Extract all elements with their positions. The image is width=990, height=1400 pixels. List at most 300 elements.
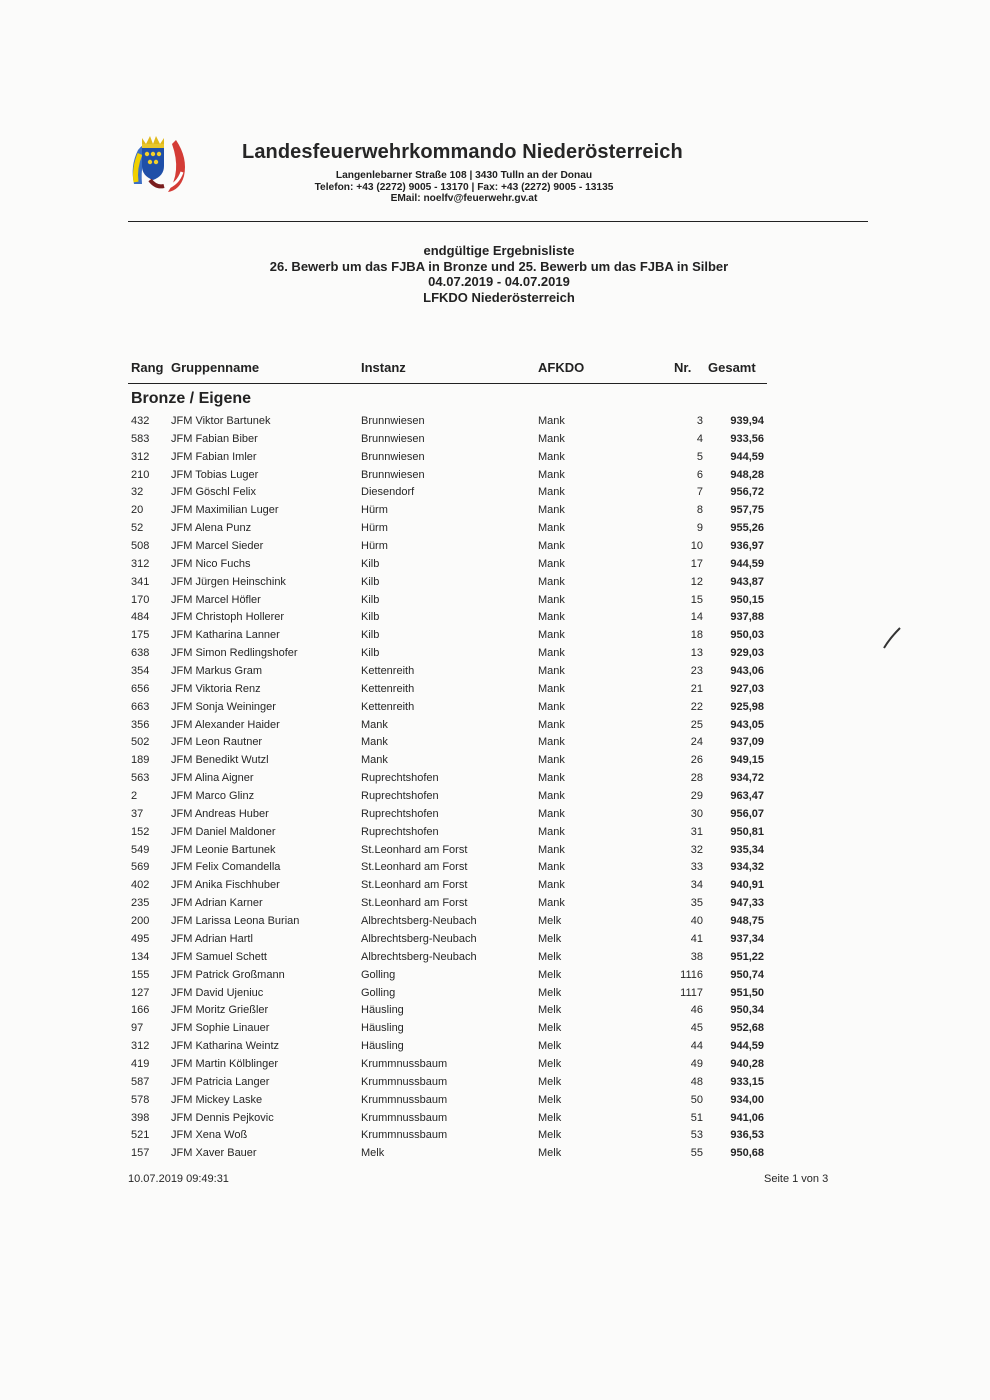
cell-gesamt: 944,59 (730, 1040, 764, 1053)
cell-nr: 26 (690, 754, 703, 767)
cell-gruppenname: JFM Adrian Hartl (171, 932, 253, 945)
cell-gesamt: 956,72 (730, 486, 764, 499)
column-header-gruppenname: Gruppenname (171, 360, 260, 375)
cell-rang: 583 (131, 432, 150, 445)
cell-gesamt: 937,88 (730, 611, 764, 624)
cell-gesamt: 933,15 (730, 1075, 764, 1088)
organization-title: Landesfeuerwehrkommando Niederösterreich (242, 141, 683, 163)
cell-rang: 200 (131, 915, 150, 928)
table-row (0, 449, 990, 467)
cell-nr: 14 (690, 611, 703, 624)
cell-afkdo: Mank (538, 557, 565, 570)
cell-nr: 40 (690, 915, 703, 928)
list-title: endgültige Ergebnisliste (423, 243, 575, 258)
cell-gesamt: 948,75 (730, 915, 764, 928)
cell-rang: 578 (131, 1093, 150, 1106)
cell-rang: 189 (131, 754, 150, 767)
cell-instanz: Brunnwiesen (361, 432, 425, 445)
table-row (0, 931, 990, 949)
table-row (0, 985, 990, 1003)
cell-gruppenname: JFM Alexander Haider (171, 718, 280, 731)
cell-rang: 157 (131, 1147, 150, 1160)
cell-nr: 51 (690, 1111, 703, 1124)
column-header-afkdo: AFKDO (538, 360, 585, 375)
cell-gesamt: 927,03 (730, 682, 764, 695)
cell-rang: 152 (131, 825, 150, 838)
cell-afkdo: Melk (538, 932, 562, 945)
cell-instanz: Brunnwiesen (361, 468, 425, 481)
cell-afkdo: Mank (538, 754, 565, 767)
table-row (0, 1145, 990, 1163)
cell-afkdo: Melk (538, 1129, 562, 1142)
cell-nr: 21 (690, 682, 703, 695)
cell-instanz: Krummnussbaum (361, 1093, 448, 1106)
table-row (0, 806, 990, 824)
cell-gesamt: 950,03 (730, 629, 764, 642)
cell-gruppenname: JFM Tobias Luger (171, 468, 259, 481)
cell-afkdo: Mank (538, 504, 565, 517)
table-row (0, 681, 990, 699)
table-row (0, 1002, 990, 1020)
cell-nr: 49 (690, 1057, 703, 1070)
table-row (0, 609, 990, 627)
cell-instanz: Krummnussbaum (361, 1129, 448, 1142)
cell-rang: 341 (131, 575, 150, 588)
table-row (0, 770, 990, 788)
table-row (0, 895, 990, 913)
cell-gruppenname: JFM Benedikt Wutzl (171, 754, 269, 767)
cell-instanz: St.Leonhard am Forst (361, 879, 468, 892)
cell-gruppenname: JFM Leon Rautner (171, 736, 263, 749)
cell-gruppenname: JFM Daniel Maldoner (171, 825, 276, 838)
header-divider (128, 221, 868, 222)
cell-instanz: Kettenreith (361, 700, 415, 713)
table-row (0, 1038, 990, 1056)
cell-gesamt: 951,50 (730, 986, 764, 999)
table-row (0, 913, 990, 931)
cell-instanz: Golling (361, 986, 396, 999)
cell-afkdo: Mank (538, 629, 565, 642)
cell-nr: 23 (690, 665, 703, 678)
cell-instanz: Mank (361, 754, 388, 767)
cell-nr: 13 (690, 647, 703, 660)
cell-gruppenname: JFM Maximilian Luger (171, 504, 279, 517)
cell-instanz: Kilb (361, 593, 380, 606)
cell-gruppenname: JFM Göschl Felix (171, 486, 256, 499)
cell-afkdo: Mank (538, 807, 565, 820)
cell-instanz: Kilb (361, 647, 380, 660)
cell-gesamt: 956,07 (730, 807, 764, 820)
cell-afkdo: Mank (538, 611, 565, 624)
cell-instanz: Ruprechtshofen (361, 772, 439, 785)
cell-rang: 587 (131, 1075, 150, 1088)
cell-nr: 41 (690, 932, 703, 945)
column-header-nr: Nr. (674, 360, 692, 375)
cell-instanz: Albrechtsberg-Neubach (361, 915, 477, 928)
table-row (0, 824, 990, 842)
cell-gruppenname: JFM Christoph Hollerer (171, 611, 285, 624)
cell-nr: 5 (696, 450, 703, 463)
table-row (0, 645, 990, 663)
cell-nr: 38 (690, 950, 703, 963)
cell-instanz: Diesendorf (361, 486, 415, 499)
cell-instanz: St.Leonhard am Forst (361, 861, 468, 874)
table-row (0, 431, 990, 449)
cell-gesamt: 944,59 (730, 557, 764, 570)
organizer: LFKDO Niederösterreich (423, 289, 575, 305)
cell-nr: 46 (690, 1004, 703, 1017)
cell-instanz: Albrechtsberg-Neubach (361, 932, 477, 945)
cell-instanz: Ruprechtshofen (361, 807, 439, 820)
cell-rang: 20 (131, 504, 144, 517)
cell-afkdo: Mank (538, 790, 565, 803)
cell-instanz: Hürm (361, 540, 388, 553)
cell-gesamt: 957,75 (730, 504, 764, 517)
cell-gesamt: 950,68 (730, 1147, 764, 1160)
cell-nr: 18 (690, 629, 703, 642)
cell-rang: 166 (131, 1004, 150, 1017)
cell-gesamt: 934,72 (730, 772, 764, 785)
cell-instanz: Kilb (361, 611, 380, 624)
cell-gruppenname: JFM Marco Glinz (171, 790, 255, 803)
cell-nr: 22 (690, 700, 703, 713)
cell-afkdo: Mank (538, 736, 565, 749)
cell-gesamt: 955,26 (730, 522, 764, 535)
cell-gruppenname: JFM Dennis Pejkovic (171, 1111, 274, 1124)
cell-gruppenname: JFM Moritz Grießler (171, 1004, 269, 1017)
table-row (0, 1056, 990, 1074)
cell-nr: 53 (690, 1129, 703, 1142)
cell-rang: 495 (131, 932, 150, 945)
cell-nr: 25 (690, 718, 703, 731)
table-row (0, 734, 990, 752)
cell-gesamt: 933,56 (730, 432, 764, 445)
page-number: Seite 1 von 3 (764, 1173, 829, 1185)
cell-nr: 31 (690, 825, 703, 838)
cell-gruppenname: JFM Marcel Sieder (171, 540, 264, 553)
cell-gruppenname: JFM David Ujeniuc (171, 986, 264, 999)
cell-rang: 354 (131, 665, 150, 678)
cell-gruppenname: JFM Fabian Imler (171, 450, 257, 463)
cell-instanz: Häusling (361, 1040, 404, 1053)
cell-afkdo: Melk (538, 1111, 562, 1124)
cell-instanz: Kilb (361, 575, 380, 588)
cell-rang: 356 (131, 718, 150, 731)
cell-afkdo: Melk (538, 1022, 562, 1035)
section-title: Bronze / Eigene (131, 390, 252, 407)
cell-gesamt: 943,87 (730, 575, 764, 588)
cell-gesamt: 950,74 (730, 968, 764, 981)
cell-instanz: Brunnwiesen (361, 415, 425, 427)
table-row (0, 574, 990, 592)
cell-gruppenname: JFM Alina Aigner (171, 772, 254, 785)
cell-rang: 52 (131, 522, 144, 535)
cell-rang: 37 (131, 807, 144, 820)
cell-gruppenname: JFM Jürgen Heinschink (171, 575, 286, 588)
cell-rang: 127 (131, 986, 150, 999)
cell-nr: 15 (690, 593, 703, 606)
table-row (0, 788, 990, 806)
cell-afkdo: Melk (538, 1004, 562, 1017)
cell-instanz: Ruprechtshofen (361, 825, 439, 838)
date-range: 04.07.2019 - 04.07.2019 (428, 274, 570, 289)
cell-afkdo: Melk (538, 1040, 562, 1053)
cell-gruppenname: JFM Fabian Biber (171, 432, 258, 445)
cell-nr: 29 (690, 790, 703, 803)
cell-gesamt: 936,97 (730, 540, 764, 553)
cell-gesamt: 940,28 (730, 1057, 764, 1070)
print-timestamp: 10.07.2019 09:49:31 (128, 1173, 229, 1185)
coat-of-arms-logo (128, 132, 188, 196)
cell-gruppenname: JFM Katharina Weintz (171, 1040, 280, 1053)
column-header-gesamt: Gesamt (708, 360, 756, 375)
cell-gruppenname: JFM Leonie Bartunek (171, 843, 276, 856)
column-header-rang: Rang (131, 360, 164, 375)
cell-afkdo: Melk (538, 1075, 562, 1088)
cell-afkdo: Mank (538, 825, 565, 838)
table-row (0, 502, 990, 520)
table-row (0, 699, 990, 717)
table-header-divider (128, 383, 767, 384)
cell-gruppenname: JFM Larissa Leona Burian (171, 915, 300, 928)
cell-gruppenname: JFM Anika Fischhuber (171, 879, 280, 892)
cell-afkdo: Mank (538, 522, 565, 535)
table-row (0, 484, 990, 502)
cell-instanz: Hürm (361, 504, 388, 517)
cell-nr: 32 (690, 843, 703, 856)
cell-gesamt: 937,34 (730, 932, 764, 945)
cell-afkdo: Mank (538, 432, 565, 445)
table-row (0, 1074, 990, 1092)
table-row (0, 467, 990, 485)
cell-instanz: Golling (361, 968, 396, 981)
cell-instanz: Kilb (361, 557, 380, 570)
cell-afkdo: Mank (538, 540, 565, 553)
cell-instanz: Kettenreith (361, 665, 415, 678)
table-row (0, 1092, 990, 1110)
column-header-instanz: Instanz (361, 360, 406, 375)
cell-gesamt: 950,15 (730, 593, 764, 606)
cell-gruppenname: JFM Martin Kölblinger (171, 1057, 278, 1070)
cell-gesamt: 944,59 (730, 450, 764, 463)
address-line: Langenlebarner Straße 108 | 3430 Tulln an der Donau (335, 170, 593, 181)
cell-afkdo: Mank (538, 647, 565, 660)
cell-rang: 2 (131, 790, 138, 803)
cell-gruppenname: JFM Mickey Laske (171, 1093, 263, 1106)
cell-nr: 44 (690, 1040, 703, 1053)
cell-nr: 45 (690, 1022, 703, 1035)
cell-nr: 10 (690, 540, 703, 553)
cell-rang: 419 (131, 1057, 150, 1070)
cell-gruppenname: JFM Sophie Linauer (171, 1022, 270, 1035)
pen-stroke-mark (882, 626, 902, 650)
cell-rang: 175 (131, 629, 150, 642)
cell-instanz: Brunnwiesen (361, 450, 425, 463)
cell-rang: 638 (131, 647, 150, 660)
cell-rang: 312 (131, 450, 150, 463)
cell-gesamt: 949,15 (730, 754, 764, 767)
cell-nr: 3 (696, 415, 703, 427)
table-row (0, 556, 990, 574)
table-row (0, 627, 990, 645)
contact-block (255, 170, 673, 205)
cell-gruppenname: JFM Sonja Weininger (171, 700, 276, 713)
cell-instanz: Häusling (361, 1004, 404, 1017)
cell-afkdo: Mank (538, 718, 565, 731)
cell-instanz: Krummnussbaum (361, 1111, 448, 1124)
cell-instanz: St.Leonhard am Forst (361, 843, 468, 856)
cell-instanz: Albrechtsberg-Neubach (361, 950, 477, 963)
table-row (0, 1110, 990, 1128)
cell-instanz: Krummnussbaum (361, 1057, 448, 1070)
cell-rang: 155 (131, 968, 150, 981)
cell-nr: 33 (690, 861, 703, 874)
cell-afkdo: Mank (538, 879, 565, 892)
cell-gesamt: 935,34 (730, 843, 764, 856)
cell-rang: 563 (131, 772, 150, 785)
results-table (0, 413, 990, 1163)
cell-rang: 170 (131, 593, 150, 606)
cell-rang: 432 (131, 415, 150, 427)
cell-nr: 30 (690, 807, 703, 820)
cell-gesamt: 948,28 (730, 468, 764, 481)
cell-gruppenname: JFM Alena Punz (171, 522, 252, 535)
cell-gesamt: 936,53 (730, 1129, 764, 1142)
cell-rang: 235 (131, 897, 150, 910)
cell-nr: 8 (696, 504, 703, 517)
cell-rang: 402 (131, 879, 150, 892)
table-row (0, 877, 990, 895)
cell-nr: 17 (690, 557, 703, 570)
cell-rang: 549 (131, 843, 150, 856)
cell-gruppenname: JFM Markus Gram (171, 665, 263, 678)
cell-rang: 508 (131, 540, 150, 553)
cell-gruppenname: JFM Patricia Langer (171, 1075, 270, 1088)
cell-nr: 1117 (680, 986, 703, 999)
cell-nr: 6 (696, 468, 703, 481)
cell-instanz: Mank (361, 736, 388, 749)
cell-afkdo: Melk (538, 968, 562, 981)
cell-gesamt: 934,32 (730, 861, 764, 874)
cell-rang: 663 (131, 700, 150, 713)
cell-rang: 569 (131, 861, 150, 874)
cell-afkdo: Melk (538, 1093, 562, 1106)
cell-nr: 9 (696, 522, 703, 535)
cell-instanz: Ruprechtshofen (361, 790, 439, 803)
cell-gesamt: 952,68 (730, 1022, 764, 1035)
cell-rang: 656 (131, 682, 150, 695)
cell-gesamt: 925,98 (730, 700, 764, 713)
document-heading (200, 243, 798, 305)
cell-afkdo: Mank (538, 682, 565, 695)
cell-nr: 1116 (680, 968, 703, 981)
cell-gruppenname: JFM Simon Redlingshofer (171, 647, 298, 660)
table-row (0, 842, 990, 860)
cell-gesamt: 934,00 (730, 1093, 764, 1106)
cell-rang: 398 (131, 1111, 150, 1124)
cell-afkdo: Mank (538, 415, 565, 427)
email-line: EMail: noelfv@feuerwehr.gv.at (390, 193, 538, 204)
cell-gruppenname: JFM Viktoria Renz (171, 682, 261, 695)
cell-gruppenname: JFM Adrian Karner (171, 897, 263, 910)
table-row (0, 663, 990, 681)
competition-title: 26. Bewerb um das FJBA in Bronze und 25. Bewerb um das FJBA in Silber (269, 258, 729, 274)
table-row (0, 1020, 990, 1038)
cell-gesamt: 963,47 (730, 790, 764, 803)
cell-gruppenname: JFM Andreas Huber (171, 807, 269, 820)
cell-gesamt: 950,81 (730, 825, 764, 838)
cell-gruppenname: JFM Marcel Höfler (171, 593, 261, 606)
table-row (0, 859, 990, 877)
cell-nr: 24 (690, 736, 703, 749)
table-row (0, 752, 990, 770)
cell-gruppenname: JFM Xena Woß (171, 1129, 248, 1142)
cell-afkdo: Mank (538, 450, 565, 463)
cell-afkdo: Melk (538, 950, 562, 963)
table-row (0, 538, 990, 556)
cell-gesamt: 929,03 (730, 647, 764, 660)
table-row (0, 717, 990, 735)
cell-instanz: Hürm (361, 522, 388, 535)
cell-nr: 12 (690, 575, 703, 588)
cell-gesamt: 940,91 (730, 879, 764, 892)
cell-gesamt: 943,06 (730, 665, 764, 678)
cell-gesamt: 939,94 (730, 415, 764, 427)
cell-afkdo: Mank (538, 665, 565, 678)
cell-rang: 210 (131, 468, 150, 481)
table-row (0, 1127, 990, 1145)
cell-nr: 35 (690, 897, 703, 910)
cell-nr: 34 (690, 879, 703, 892)
cell-afkdo: Mank (538, 486, 565, 499)
cell-afkdo: Melk (538, 1147, 562, 1160)
cell-afkdo: Mank (538, 897, 565, 910)
cell-rang: 32 (131, 486, 144, 499)
cell-instanz: Mank (361, 718, 388, 731)
cell-afkdo: Mank (538, 772, 565, 785)
cell-gesamt: 943,05 (730, 718, 764, 731)
cell-rang: 312 (131, 1040, 150, 1053)
cell-afkdo: Mank (538, 843, 565, 856)
cell-gruppenname: JFM Nico Fuchs (171, 557, 251, 570)
cell-gruppenname: JFM Patrick Großmann (171, 968, 285, 981)
cell-rang: 484 (131, 611, 150, 624)
cell-gesamt: 950,34 (730, 1004, 764, 1017)
cell-nr: 4 (696, 432, 703, 445)
cell-nr: 48 (690, 1075, 703, 1088)
cell-nr: 55 (690, 1147, 703, 1160)
cell-gruppenname: JFM Xaver Bauer (171, 1147, 257, 1160)
cell-rang: 134 (131, 950, 150, 963)
cell-instanz: St.Leonhard am Forst (361, 897, 468, 910)
cell-instanz: Krummnussbaum (361, 1075, 448, 1088)
cell-gruppenname: JFM Viktor Bartunek (171, 415, 271, 427)
cell-afkdo: Mank (538, 861, 565, 874)
cell-afkdo: Melk (538, 986, 562, 999)
cell-afkdo: Melk (538, 1057, 562, 1070)
cell-gesamt: 951,22 (730, 950, 764, 963)
cell-nr: 50 (690, 1093, 703, 1106)
cell-afkdo: Mank (538, 468, 565, 481)
cell-instanz: Kettenreith (361, 682, 415, 695)
table-row (0, 592, 990, 610)
cell-nr: 28 (690, 772, 703, 785)
table-row (0, 413, 990, 431)
cell-gesamt: 941,06 (730, 1111, 764, 1124)
cell-instanz: Häusling (361, 1022, 404, 1035)
table-row (0, 520, 990, 538)
cell-afkdo: Mank (538, 575, 565, 588)
